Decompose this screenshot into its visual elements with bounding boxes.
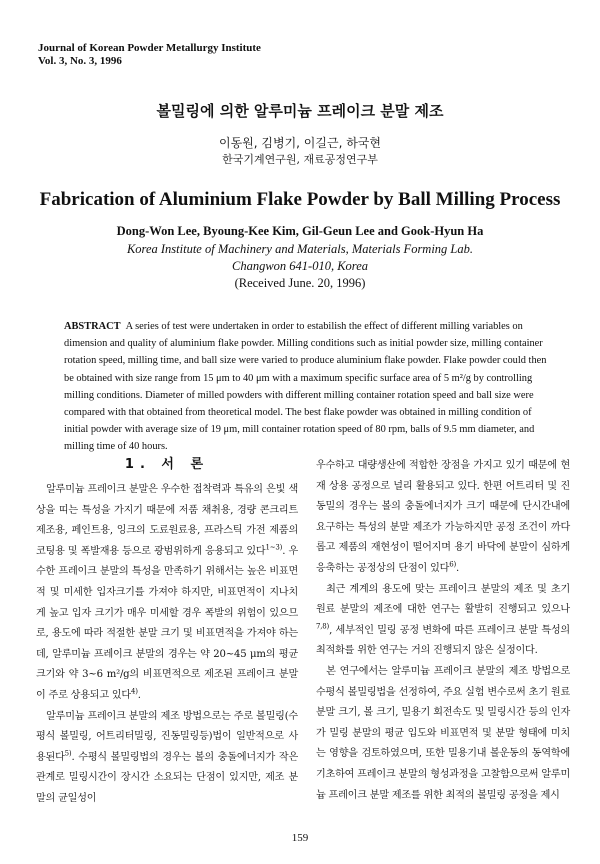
- paragraph-text: 본 연구에서는 알루미늄 프레이크 분말의 제조 방법으로 수평식 볼밀링법을 선정하여, 주요 실험 변수로써 초기 원료분말 크기, 볼 크기, 밀용기 회전속도 및 밀링시간 등의 인자가 밀링 분말의 평균 입도와 비표면적 및 분말 형태에 미치는 영향을 검토하였으며, 또한 밀용기내 볼운동의 동역학에 기초하여 프레이크 분말의 형성과정을 고찰함으로써 알루미늄 프레이크 분말 제조를 위한 최적의 볼밀링 공정을 제시: [316, 665, 570, 801]
- paragraph-text: 알루미늄 프레이크 분말은 우수한 접착력과 특유의 은빛 색상을 띠는 특성을 가지기 때문에 저품 채취용, 경량 콘크리트 제조용, 페인트용, 잉크의 도료원료용, 프라스틱 가전 제품의 코팅용 및 폭발재용 등으로 광범위하게 응용되고 있다: [36, 484, 298, 557]
- paragraph-text: , 세부적인 밀링 공정 변화에 따른 프레이크 분말 특성의 최적화를 위한 연구는 거의 진행되지 않은 실정이다.: [316, 624, 570, 657]
- citation: 5): [64, 749, 72, 758]
- paragraph-text: . 수평식 볼밀링법의 경우는 볼의 충돌에너지가 작은 관계로 밀링시간이 장시간 소요되는 단점이 있지만, 제조 분말의 균일성이: [36, 751, 298, 804]
- section-heading: 1. 서 론: [124, 457, 210, 472]
- paragraph-text: 우수하고 대량생산에 적합한 장점을 가지고 있기 때문에 현재 상용 공정으로 널리 활용되고 있다. 한편 어트리터 및 진동밀의 경우는 볼의 충돌에너지가 크기 때문에 단시간내에 요구하는 특성의 분말 제조가 가능하지만 공정 조건이 까다롭고 제품의 재현성이 떨어지며 용기 바닥에 분말이 심하게 응축하는 공정상의 단점이 있다: [316, 460, 570, 574]
- citation: 4): [130, 687, 138, 696]
- citation: 6): [449, 560, 456, 569]
- body-paragraph: [316, 456, 570, 580]
- page-number: 159: [291, 832, 309, 844]
- paragraph-text: . 우수한 프레이크 분말의 특성을 만족하기 위해서는 높은 비표면적 및 미세한 입자크기를 가져야 하지만, 비표면적이 지나치게 높고 입자 크기가 매우 미세할 경우 폭발의 위험이 있으므로, 용도에 따라 적절한 분말 크기 및 비표면적을 가져야 하는데, 알루미늄 프레이크 분말의 경우는 약 20~45 μm의 평균 크기와 약 3~6 m²/g의 비표면적으로 제조된 프레이크 분말이 주로 상용되고 있다: [36, 545, 298, 701]
- body-paragraph: [316, 662, 570, 806]
- english-authors: Dong-Won Lee, Byoung-Kee Kim, Gil-Geun Lee and Gook-Hyun Ha: [116, 224, 484, 238]
- body-paragraph: [36, 480, 298, 707]
- abstract-label: ABSTRACT: [64, 321, 121, 332]
- paragraph-text: 알루미늄 프레이크 분말의 제조 방법으로는 주로 볼밀링(수평식 볼밀링, 어트리터밀링, 진동밀링등)법이 일반적으로 사용된다: [36, 710, 298, 763]
- citation: 1~3): [265, 543, 283, 552]
- left-column: [36, 456, 298, 810]
- body-paragraph: [316, 580, 570, 662]
- paragraph-text: .: [455, 562, 459, 574]
- body-paragraph: [36, 707, 298, 810]
- journal-volume: Vol. 3, No. 3, 1996: [38, 55, 122, 67]
- affiliation-line-1: Korea Institute of Machinery and Materials, Materials Forming Lab.: [126, 242, 474, 256]
- journal-name: Journal of Korean Powder Metallurgy Institute: [38, 42, 261, 54]
- english-affiliation: [0, 241, 600, 275]
- korean-title: 볼밀링에 의한 알루미늄 프레이크 분말 제조: [156, 102, 444, 120]
- affiliation-line-2: Changwon 641-010, Korea: [232, 259, 368, 273]
- korean-authors: 이동원, 김병기, 이길근, 하국현: [219, 136, 381, 150]
- abstract: [64, 318, 548, 456]
- abstract-text: A series of test were undertaken in order to estabilish the effect of different milling variables on dimension and quality of aluminium flake powder. Milling conditions such as initial powder size, milling container rotation speed, milling time, and ball size were varied to produce aluminium flake powder. Flake powder could then be obtained with size range from 15 μm to 40 μm with a maximum specific surface area of 5 m²/g by controlling milling conditions. Diameter of milled powders with different milling container rotation speed and ball size were compared with that obtained from theoretical model. The best flake powder was obtained in milling condition of initial powder with average size of 19 μm, mill container rotation speed of 80 rpm, balls of 9.5 mm diameter, and milling time of 40 hours.: [64, 321, 547, 453]
- paragraph-text: 최근 계계의 용도에 맞는 프레이크 분말의 제조 및 초기 원료 분말의 제조에 대한 연구는 활발히 진행되고 있으나: [316, 583, 570, 616]
- korean-affiliation: 한국기계연구원, 재료공정연구부: [222, 153, 378, 166]
- citation: 7,8): [316, 622, 330, 631]
- english-title: Fabrication of Aluminium Flake Powder by Ball Milling Process: [39, 189, 561, 210]
- paragraph-text: .: [137, 689, 141, 701]
- right-column: [316, 456, 570, 806]
- received-date: (Received June. 20, 1996): [234, 276, 366, 290]
- journal-header: [38, 42, 261, 68]
